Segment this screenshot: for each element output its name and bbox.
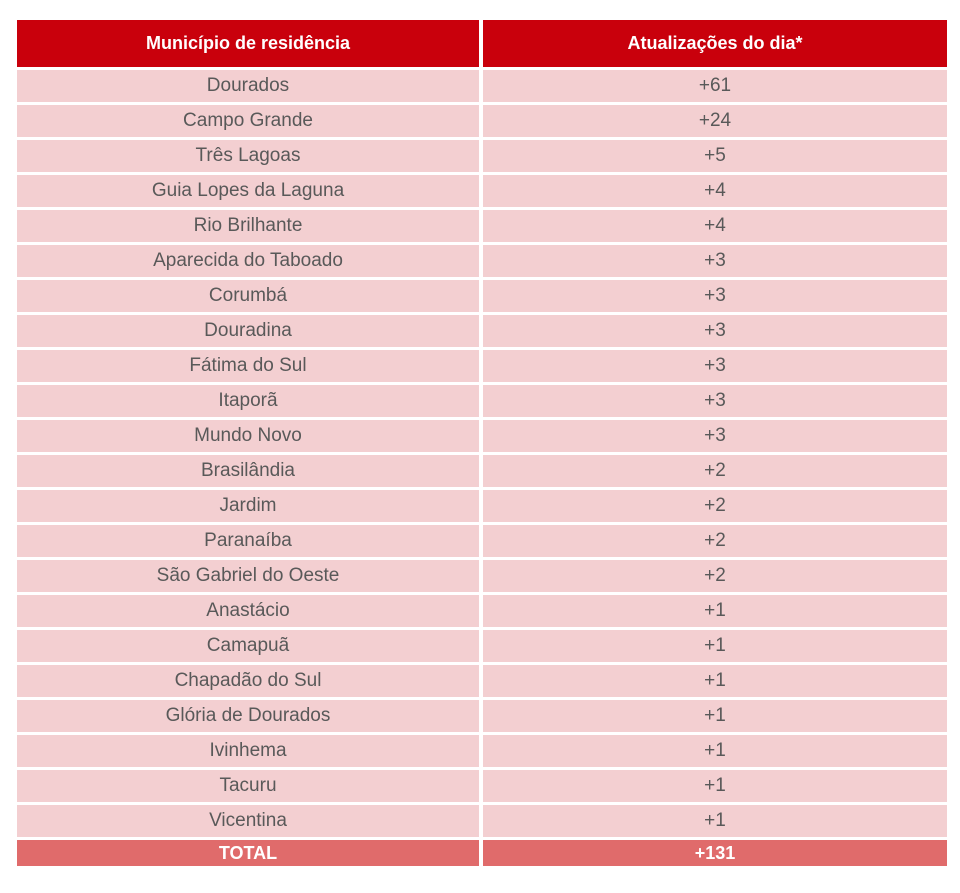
municipality-cell: Chapadão do Sul (17, 665, 483, 700)
daily-update-cell: +2 (483, 525, 947, 560)
table-row (17, 630, 947, 665)
table-row (17, 665, 947, 700)
daily-update-cell: +1 (483, 700, 947, 735)
header-daily-updates: Atualizações do dia* (483, 20, 947, 70)
table-row (17, 595, 947, 630)
daily-update-cell: +1 (483, 735, 947, 770)
municipality-cell: Aparecida do Taboado (17, 245, 483, 280)
table-row (17, 420, 947, 455)
municipality-updates-table (17, 20, 947, 866)
table-row (17, 245, 947, 280)
municipality-cell: Guia Lopes da Laguna (17, 175, 483, 210)
table-row (17, 140, 947, 175)
municipality-cell: Três Lagoas (17, 140, 483, 175)
daily-update-cell: +3 (483, 280, 947, 315)
table-row (17, 315, 947, 350)
daily-update-cell: +1 (483, 630, 947, 665)
municipality-cell: Paranaíba (17, 525, 483, 560)
municipality-cell: Douradina (17, 315, 483, 350)
table-row (17, 700, 947, 735)
table-row (17, 175, 947, 210)
table-row (17, 735, 947, 770)
daily-update-cell: +2 (483, 560, 947, 595)
municipality-cell: Ivinhema (17, 735, 483, 770)
daily-update-cell: +4 (483, 175, 947, 210)
municipality-cell: Brasilândia (17, 455, 483, 490)
municipality-cell: Glória de Dourados (17, 700, 483, 735)
daily-update-cell: +2 (483, 455, 947, 490)
daily-update-cell: +3 (483, 385, 947, 420)
daily-update-cell: +3 (483, 315, 947, 350)
municipality-cell: Campo Grande (17, 105, 483, 140)
table-row (17, 280, 947, 315)
municipality-cell: São Gabriel do Oeste (17, 560, 483, 595)
table-row (17, 70, 947, 105)
daily-update-cell: +1 (483, 665, 947, 700)
table-row (17, 560, 947, 595)
municipality-cell: Corumbá (17, 280, 483, 315)
municipality-updates-table-container (17, 20, 947, 866)
daily-update-cell: +3 (483, 350, 947, 385)
municipality-cell: Mundo Novo (17, 420, 483, 455)
daily-update-cell: +5 (483, 140, 947, 175)
table-row (17, 455, 947, 490)
table-body (17, 70, 947, 840)
daily-update-cell: +1 (483, 770, 947, 805)
table-row (17, 210, 947, 245)
municipality-cell: Fátima do Sul (17, 350, 483, 385)
total-row (17, 840, 947, 866)
table-row (17, 105, 947, 140)
table-row (17, 350, 947, 385)
municipality-cell: Vicentina (17, 805, 483, 840)
daily-update-cell: +3 (483, 420, 947, 455)
municipality-cell: Tacuru (17, 770, 483, 805)
total-label: TOTAL (17, 840, 483, 866)
table-row (17, 805, 947, 840)
municipality-cell: Dourados (17, 70, 483, 105)
municipality-cell: Anastácio (17, 595, 483, 630)
municipality-cell: Rio Brilhante (17, 210, 483, 245)
table-row (17, 525, 947, 560)
table-row (17, 385, 947, 420)
daily-update-cell: +61 (483, 70, 947, 105)
table-row (17, 490, 947, 525)
municipality-cell: Itaporã (17, 385, 483, 420)
daily-update-cell: +1 (483, 805, 947, 840)
total-value: +131 (483, 840, 947, 866)
table-row (17, 770, 947, 805)
header-municipality: Município de residência (17, 20, 483, 70)
daily-update-cell: +2 (483, 490, 947, 525)
daily-update-cell: +24 (483, 105, 947, 140)
municipality-cell: Camapuã (17, 630, 483, 665)
municipality-cell: Jardim (17, 490, 483, 525)
table-header-row (17, 20, 947, 70)
daily-update-cell: +3 (483, 245, 947, 280)
daily-update-cell: +4 (483, 210, 947, 245)
daily-update-cell: +1 (483, 595, 947, 630)
